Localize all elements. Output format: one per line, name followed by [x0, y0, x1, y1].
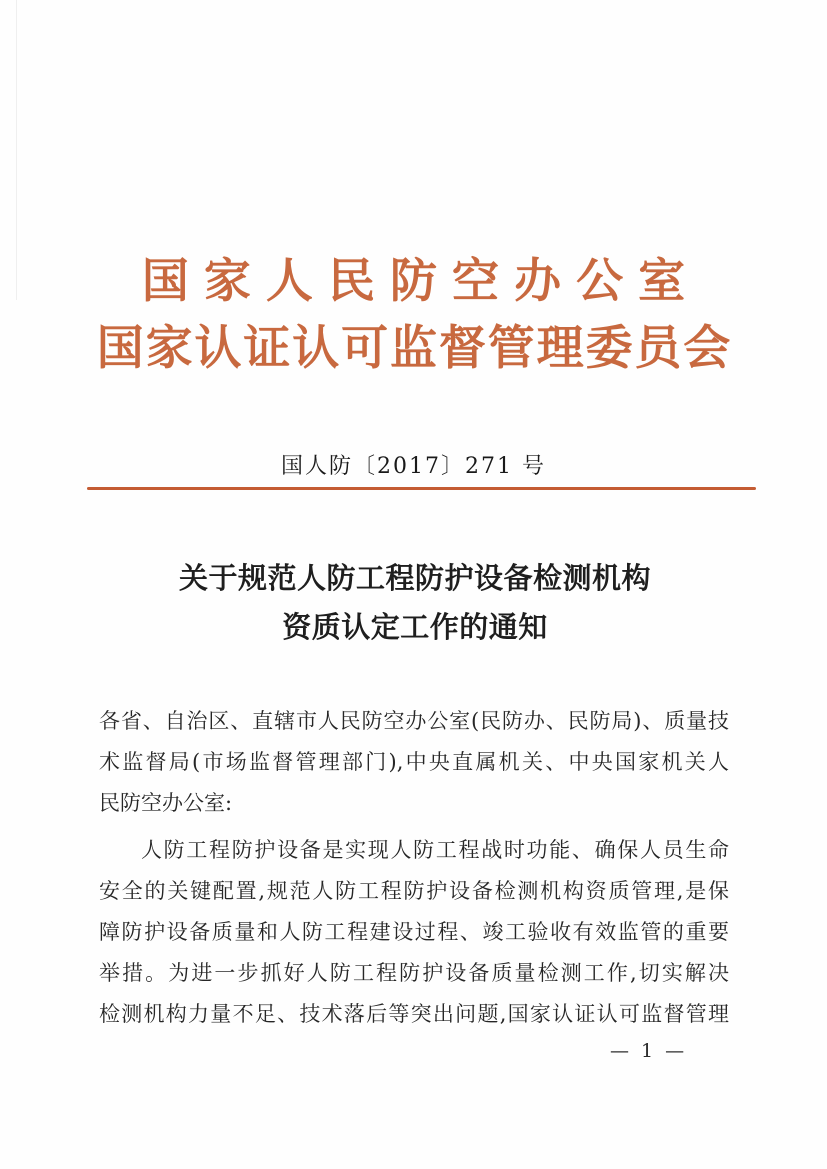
paragraph-line: 人防工程防护设备是实现人防工程战时功能、确保人员生命	[141, 838, 729, 862]
paragraph-line: 障防护设备质量和人防工程建设过程、竣工验收有效监管的重要	[99, 920, 729, 944]
agency-name-line1: 国家人民防空办公室	[141, 254, 701, 309]
notice-title	[85, 559, 745, 646]
notice-title-line2: 资质认定工作的通知	[282, 610, 548, 644]
red-header-divider	[87, 487, 756, 490]
paragraph-line: 安全的关键配置,规范人防工程防护设备检测机构资质管理,是保	[99, 879, 729, 903]
document-reference-number: 国人防〔2017〕271 号	[281, 454, 546, 479]
addressee-line: 民防空办公室:	[99, 791, 233, 815]
issuing-agencies-header	[0, 254, 827, 377]
addressee-line: 各省、自治区、直辖市人民防空办公室(民防办、民防局)、质量技	[99, 709, 729, 733]
paragraph-line: 检测机构力量不足、技术落后等突出问题,国家认证认可监督管理	[99, 1002, 729, 1026]
addressee-line: 术监督局(市场监督管理部门),中央直属机关、中央国家机关人	[99, 750, 729, 774]
notice-title-line1: 关于规范人防工程防护设备检测机构	[178, 561, 651, 595]
notice-body	[99, 701, 729, 1035]
page-number: — 1 —	[610, 1040, 688, 1062]
agency-name-line2: 国家认证认可监督管理委员会	[96, 321, 733, 376]
paragraph-line: 举措。为进一步抓好人防工程防护设备质量检测工作,切实解决	[99, 961, 729, 985]
